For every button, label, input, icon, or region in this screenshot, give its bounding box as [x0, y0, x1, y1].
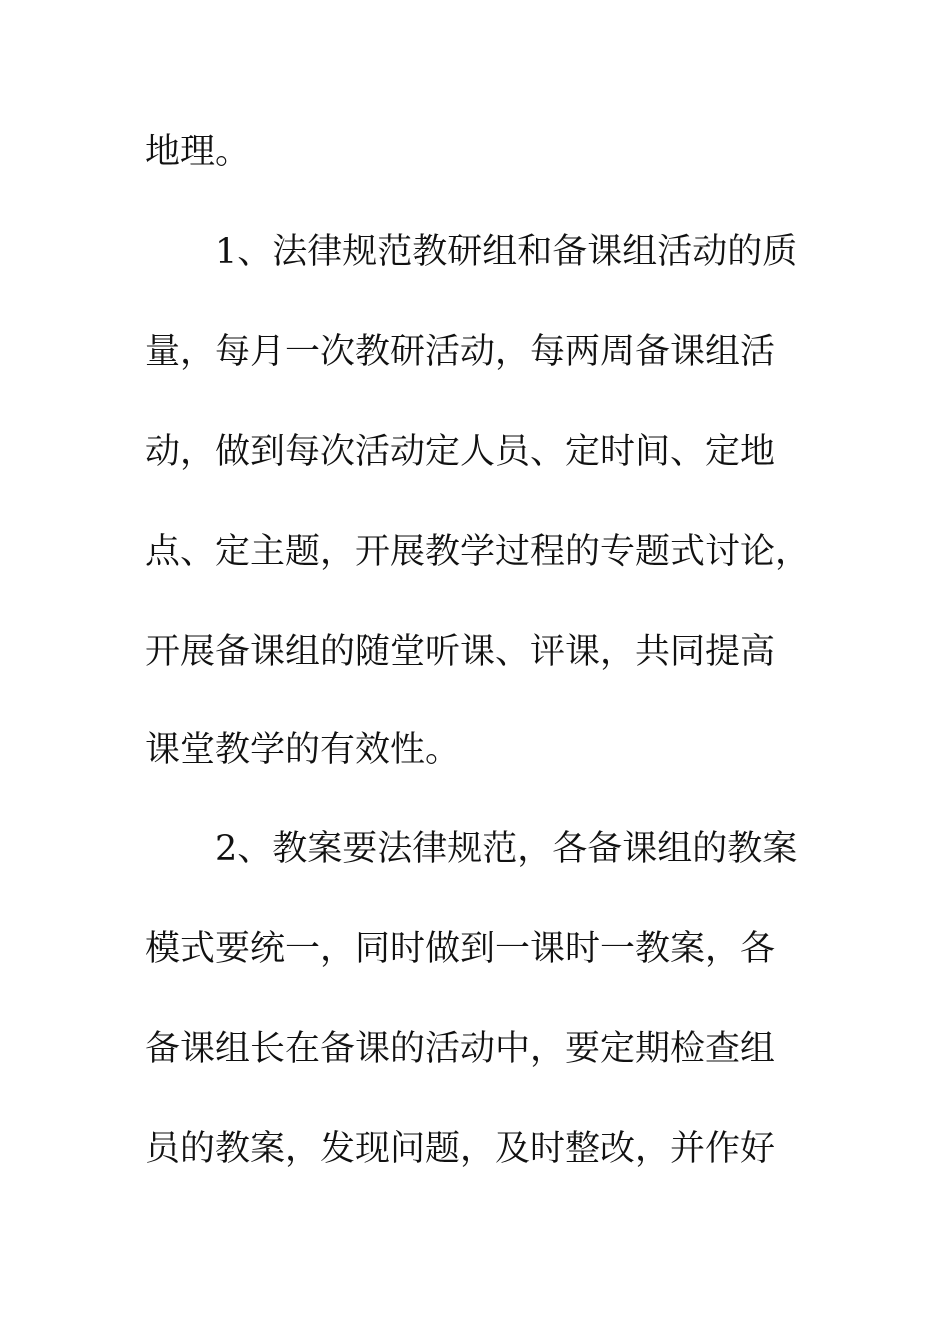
text-line-4: 动，做到每次活动定人员、定时间、定地	[145, 432, 776, 472]
text-line-11: 员的教案，发现问题，及时整改，并作好	[145, 1129, 776, 1169]
text-line-9: 模式要统一，同时做到一课时一教案，各	[145, 929, 776, 969]
text-line-3: 量，每月一次教研活动，每两周备课组活	[145, 332, 776, 372]
text-line-8: 2、教案要法律规范，各备课组的教案	[215, 829, 798, 869]
text-line-1: 地理。	[145, 132, 251, 172]
text-line-10: 备课组长在备课的活动中，要定期检查组	[145, 1029, 776, 1069]
text-line-6: 开展备课组的随堂听课、评课，共同提高	[145, 632, 776, 672]
text-line-7: 课堂教学的有效性。	[145, 730, 461, 770]
text-line-2: 1、法律规范教研组和备课组活动的质	[215, 232, 798, 272]
text-line-5: 点、定主题，开展教学过程的专题式讨论，	[145, 532, 811, 572]
